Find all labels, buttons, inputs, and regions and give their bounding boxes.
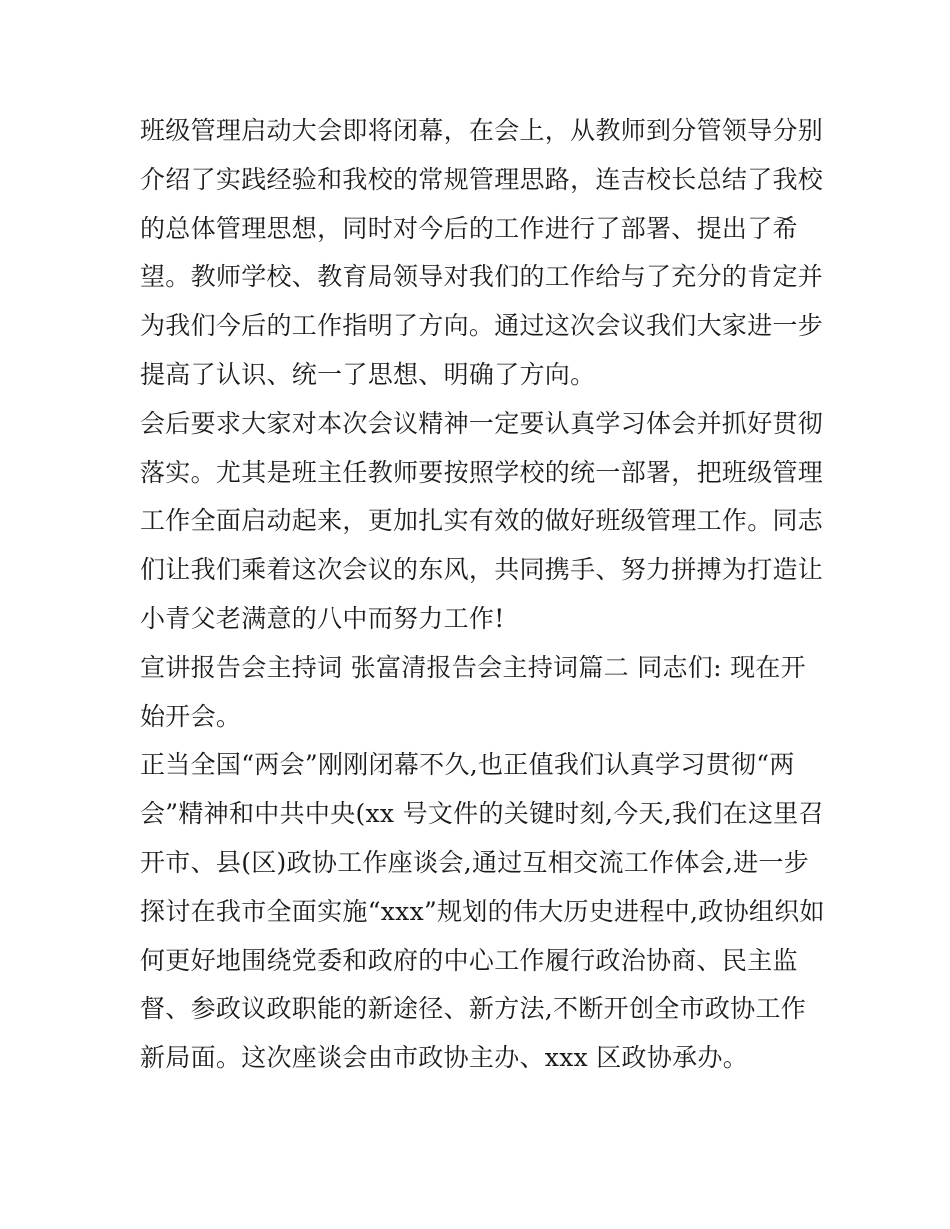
text-line: 班级管理启动大会即将闭幕，在会上，从教师到分管领导分别: [140, 116, 824, 145]
text-line: 为我们今后的工作指明了方向。通过这次会议我们大家进一步: [140, 311, 824, 341]
text-line: 望。教师学校、教育局领导对我们的工作给与了充分的肯定并: [140, 262, 824, 292]
text-line: 探讨在我市全面实施“xxx”规划的伟大历史进程中,政协组织如: [140, 896, 825, 926]
text-line: 新局面。这次座谈会由市政协主办、xxx 区政协承办。: [140, 1043, 749, 1073]
text-line: 小青父老满意的八中而努力工作!: [140, 603, 505, 633]
text-line: 督、参政议政职能的新途径、新方法,不断开创全市政协工作: [140, 994, 807, 1024]
document-body: [140, 107, 825, 1083]
text-line: 正当全国“两会”刚刚闭幕不久,也正值我们认真学习贯彻“两: [140, 750, 795, 780]
text-line: 宣讲报告会主持词 张富清报告会主持词篇二 同志们: 现在开: [140, 652, 806, 682]
text-line: 的总体管理思想，同时对今后的工作进行了部署、提出了希: [140, 213, 798, 243]
text-line: 介绍了实践经验和我校的常规管理思路，连吉校长总结了我校: [140, 164, 824, 194]
text-line: 始开会。: [140, 701, 242, 731]
text-line: 工作全面启动起来，更加扎实有效的做好班级管理工作。同志: [140, 506, 824, 536]
text-line: 会后要求大家对本次会议精神一定要认真学习体会并抓好贯彻: [140, 408, 824, 438]
text-line: 何更好地围绕党委和政府的中心工作履行政治协商、民主监: [140, 945, 798, 975]
text-line: 会”精神和中共中央(xx 号文件的关键时刻,今天,我们在这里召: [140, 799, 824, 829]
text-line: 落实。尤其是班主任教师要按照学校的统一部署，把班级管理: [140, 457, 824, 487]
text-line: 提高了认识、统一了思想、明确了方向。: [140, 359, 596, 389]
text-line: 开市、县(区)政协工作座谈会,通过互相交流工作体会,进一步: [140, 847, 810, 877]
text-line: 们让我们乘着这次会议的东风，共同携手、努力拼搏为打造让: [140, 555, 824, 585]
